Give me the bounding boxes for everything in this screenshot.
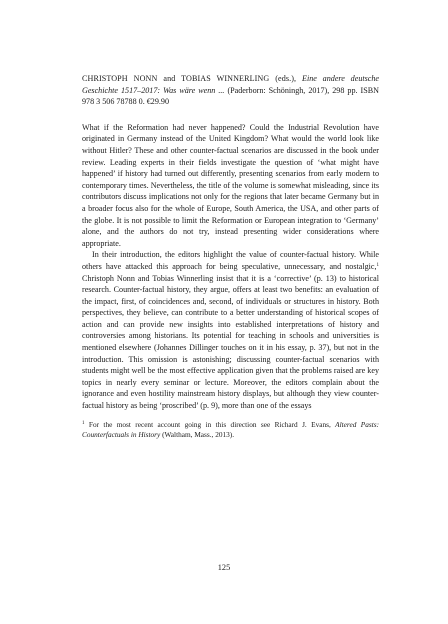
footnote-reference: 1: [376, 262, 379, 268]
paragraph-1: What if the Reformation had never happened? Could the Industrial Revolution have originated in Germany instead of the United Kingdom? What would the world look like without Hitler? These and other counter-factual scenarios are discussed in the book under review. Leading experts in their fields investigate the question of ‘what might have happened’ if history had turned out differently, presenting scenarios from early modern to contemporary times. Nevertheless, the title of the volume is somewhat misleading, since its contributors discuss implications not only for the regions that later became Germany but in a broader focus also for the whole of Europe, South America, the USA, and other parts of the globe. It is not possible to limit the Reformation or European integration to ‘Germany’ alone, and the authors do not try, instead presenting wider considerations where appropriate.: [82, 122, 379, 248]
review-header: [82, 73, 379, 108]
text-block: [82, 73, 379, 440]
footnote-text-start: For the most recent account going in this direction see Richard J. Evans,: [88, 419, 331, 429]
paragraph-2-rest: Christoph Nonn and Tobias Winnerling insist that it is a ‘corrective’ (p. 13) to historical research. Counter-factual history, they argue, offers at least two benefits: an evaluation of the impact, first, of coincidences and, second, of individuals or structures in history. Both perspectives, they believe, can contribute to a better understanding of historical scopes of action and can provide new insights into established interpretations of history and controversies among historians. Its potential for teaching in schools and universities is mentioned elsewhere (Johannes Dillinger touches on it in his essay, p. 37), but not in the introduction. This omission is astonishing; discussing counter-factual scenarios with students might well be the most effective application given that the problems raised are key topics in nearly every seminar or lecture. Moreover, the editors complain about the ignorance and even hostility mainstream history displays, but although they view counter-factual history as being ‘proscribed’ (p. 9), more than one of the essays: [82, 273, 379, 411]
footnote-text-end: (Waltham, Mass., 2013).: [162, 430, 235, 440]
footnote-cited-title: Altered Pasts: Counterfactuals in History: [82, 419, 380, 440]
footnote: [82, 420, 379, 441]
review-title: Eine andere deutsche Geschichte 1517–2017: Was wäre wenn ...: [82, 74, 380, 95]
review-authors: CHRISTOPH NONN and TOBIAS WINNERLING (eds.),: [82, 74, 297, 83]
review-publication: (Paderborn: Schöningh, 2017), 298 pp. ISBN 978 3 506 78788 0. €29.90: [82, 85, 379, 107]
paragraph-2-start: In their introduction, the editors highlight the value of counter-factual history. While others have attacked this approach for being speculative, unnecessary, and nostalgic,: [82, 250, 379, 271]
paragraph-2: [82, 249, 379, 411]
footnote-number: 1: [82, 420, 85, 426]
page-number: 125: [217, 563, 231, 572]
